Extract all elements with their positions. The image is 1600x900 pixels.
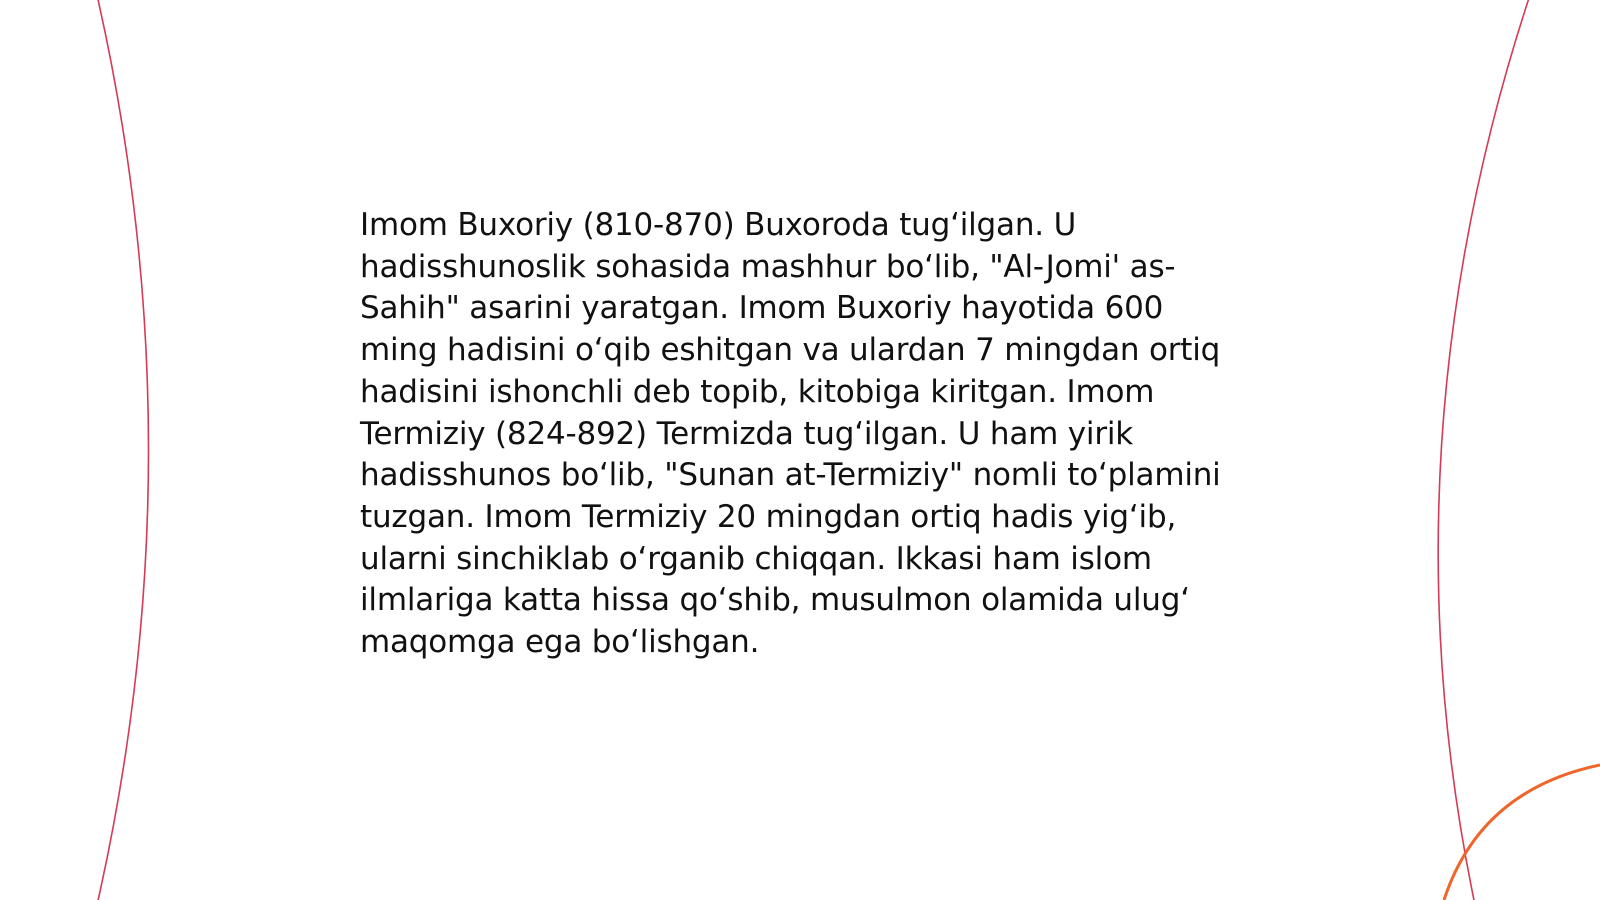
corner-arc <box>1444 765 1600 900</box>
left-arc <box>97 0 149 900</box>
right-arc <box>1438 0 1530 900</box>
body-paragraph: Imom Buxoriy (810-870) Buxoroda tug‘ilgan. U hadisshunoslik sohasida mashhur bo‘lib, "Al-Jomi' as-Sahih" asarini yaratgan. Imom Buxoriy hayotida 600 ming hadisini o‘qib eshitgan va ulardan 7 mingdan ortiq hadisini ishonchli deb topib, kitobiga kiritgan. Imom Termiziy (824-892) Termizda tug‘ilgan. U ham yirik hadisshunos bo‘lib, "Sunan at-Termiziy" nomli to‘plamini tuzgan. Imom Termiziy 20 mingdan ortiq hadis yig‘ib, ularni sinchiklab o‘rganib chiqqan. Ikkasi ham islom ilmlariga katta hissa qo‘shib, musulmon olamida ulug‘ maqomga ega bo‘lishgan. <box>360 207 1221 661</box>
